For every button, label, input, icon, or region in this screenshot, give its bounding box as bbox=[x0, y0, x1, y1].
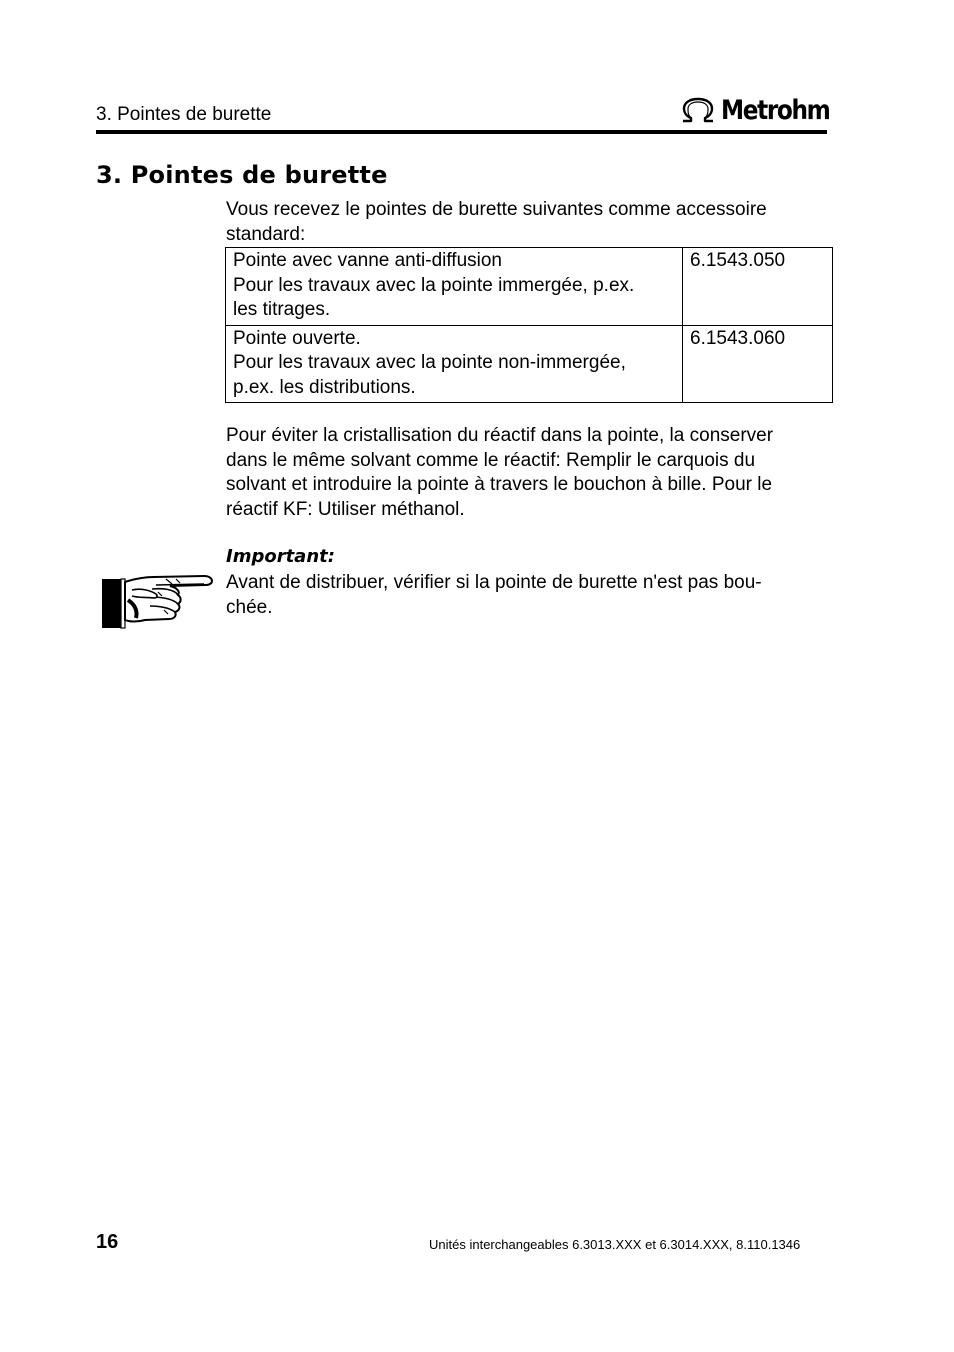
storage-line: réactif KF: Utiliser méthanol. bbox=[226, 498, 465, 520]
important-text bbox=[226, 571, 826, 620]
description-line: les titrages. bbox=[233, 299, 331, 320]
description-line: Pour les travaux avec la pointe non-immergée, bbox=[233, 352, 626, 373]
part-number: 6.1543.050 bbox=[683, 248, 833, 326]
part-description bbox=[226, 248, 683, 326]
metrohm-logo bbox=[680, 94, 847, 126]
page-number: 16 bbox=[96, 1231, 119, 1253]
header-rule bbox=[96, 130, 827, 134]
intro-line: standard: bbox=[226, 223, 306, 245]
storage-paragraph bbox=[226, 424, 826, 522]
important-line: Avant de distribuer, vérifier si la pointe de burette n'est pas bou- bbox=[226, 572, 762, 593]
storage-line: dans le même solvant comme le réactif: Remplir le carquois du bbox=[226, 449, 756, 471]
intro-line: Vous recevez le pointes de burette suivantes comme accessoire bbox=[226, 199, 767, 220]
important-label: Important: bbox=[226, 546, 335, 567]
part-number: 6.1543.060 bbox=[683, 325, 833, 403]
storage-line: solvant et introduire la pointe à travers le bouchon à bille. Pour le bbox=[226, 474, 773, 496]
intro-paragraph bbox=[226, 198, 826, 247]
storage-line: Pour éviter la cristallisation du réactif dans la pointe, la conserver bbox=[226, 425, 774, 446]
description-line: Pour les travaux avec la pointe immergée, p.ex. bbox=[233, 274, 635, 296]
description-line: p.ex. les distributions. bbox=[233, 376, 416, 398]
footer-document-title: Unités interchangeables 6.3013.XXX et 6.3014.XXX, 8.110.1346 bbox=[429, 1237, 801, 1252]
logo-wordmark: Metrohm bbox=[721, 94, 830, 126]
description-line: Pointe avec vanne anti-diffusion bbox=[233, 250, 502, 271]
description-line: Pointe ouverte. bbox=[233, 327, 361, 349]
important-line: chée. bbox=[226, 596, 273, 618]
part-description bbox=[226, 325, 683, 403]
parts-table bbox=[225, 247, 833, 403]
pointing-hand-icon bbox=[100, 570, 214, 635]
table-row bbox=[226, 248, 833, 326]
section-title: 3. Pointes de burette bbox=[96, 161, 388, 189]
omega-icon bbox=[680, 97, 716, 123]
table-row bbox=[226, 325, 833, 403]
running-header: 3. Pointes de burette bbox=[96, 104, 272, 125]
